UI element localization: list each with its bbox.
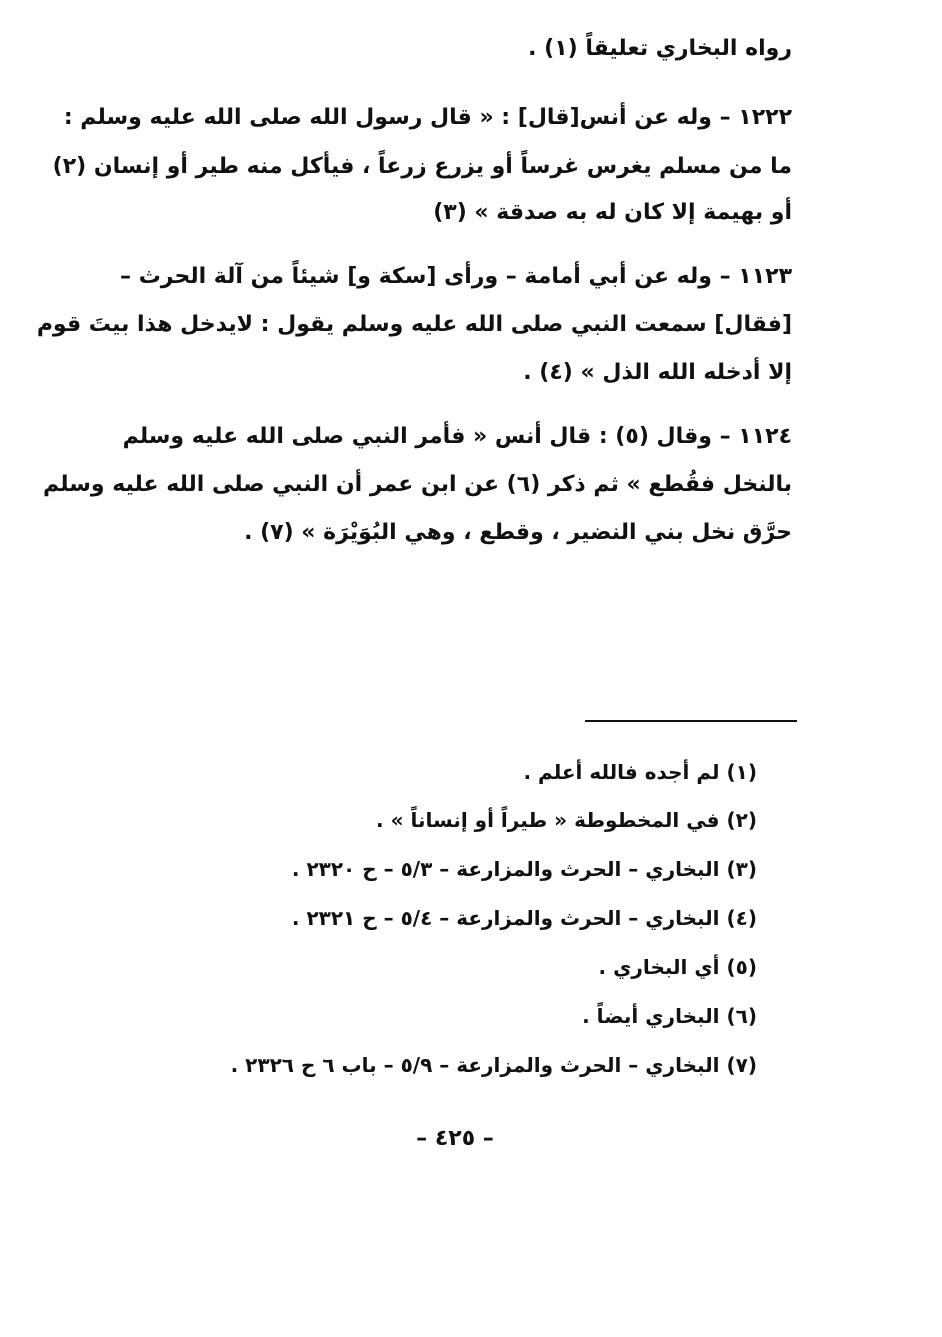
footnote-2: (٢) في المخطوطة « طيراً أو إنساناً » . <box>376 808 757 832</box>
body-line-1: رواه البخاري تعليقاً (١) . <box>528 36 792 61</box>
footnote-6: (٦) البخاري أيضاً . <box>582 1004 757 1028</box>
footnote-1: (١) لم أجده فالله أعلم . <box>523 760 757 784</box>
footnote-divider <box>585 720 797 722</box>
hadith-1222-line-2: ما من مسلم يغرس غرساً أو يزرع زرعاً ، فيأكل منه طير أو إنسان (٢) <box>52 154 792 179</box>
hadith-1222-line-1: ١٢٢٢ – وله عن أنس[قال] : « قال رسول الله صلى الله عليه وسلم : <box>63 105 792 130</box>
hadith-1123-line-2: [فقال] سمعت النبي صلى الله عليه وسلم يقول : لايدخل هذا بيتَ قوم <box>36 312 792 337</box>
hadith-1124-line-2: بالنخل فقُطع » ثم ذكر (٦) عن ابن عمر أن النبي صلى الله عليه وسلم <box>43 472 792 497</box>
hadith-1123-line-1: ١١٢٣ – وله عن أبي أمامة – ورأى [سكة و] شيئاً من آلة الحرث – <box>120 264 792 289</box>
hadith-1124-line-3: حرَّق نخل بني النضير ، وقطع ، وهي البُوَيْرَة » (٧) . <box>244 520 792 545</box>
hadith-1123-line-3: إلا أدخله الله الذل » (٤) . <box>523 360 792 385</box>
footnote-5: (٥) أي البخاري . <box>598 955 757 979</box>
page-number: – ٤٢٥ – <box>416 1126 494 1151</box>
hadith-1222-line-3: أو بهيمة إلا كان له به صدقة » (٣) <box>433 200 792 225</box>
footnote-4: (٤) البخاري – الحرث والمزارعة – ٥/٤ – ح ٢٣٢١ . <box>291 906 757 930</box>
hadith-1124-line-1: ١١٢٤ – وقال (٥) : قال أنس « فأمر النبي صلى الله عليه وسلم <box>122 424 792 449</box>
footnote-3: (٣) البخاري – الحرث والمزارعة – ٥/٣ – ح ٢٣٢٠ . <box>291 857 757 881</box>
footnote-7: (٧) البخاري – الحرث والمزارعة – ٥/٩ – باب ٦ ح ٢٣٢٦ . <box>230 1053 757 1077</box>
